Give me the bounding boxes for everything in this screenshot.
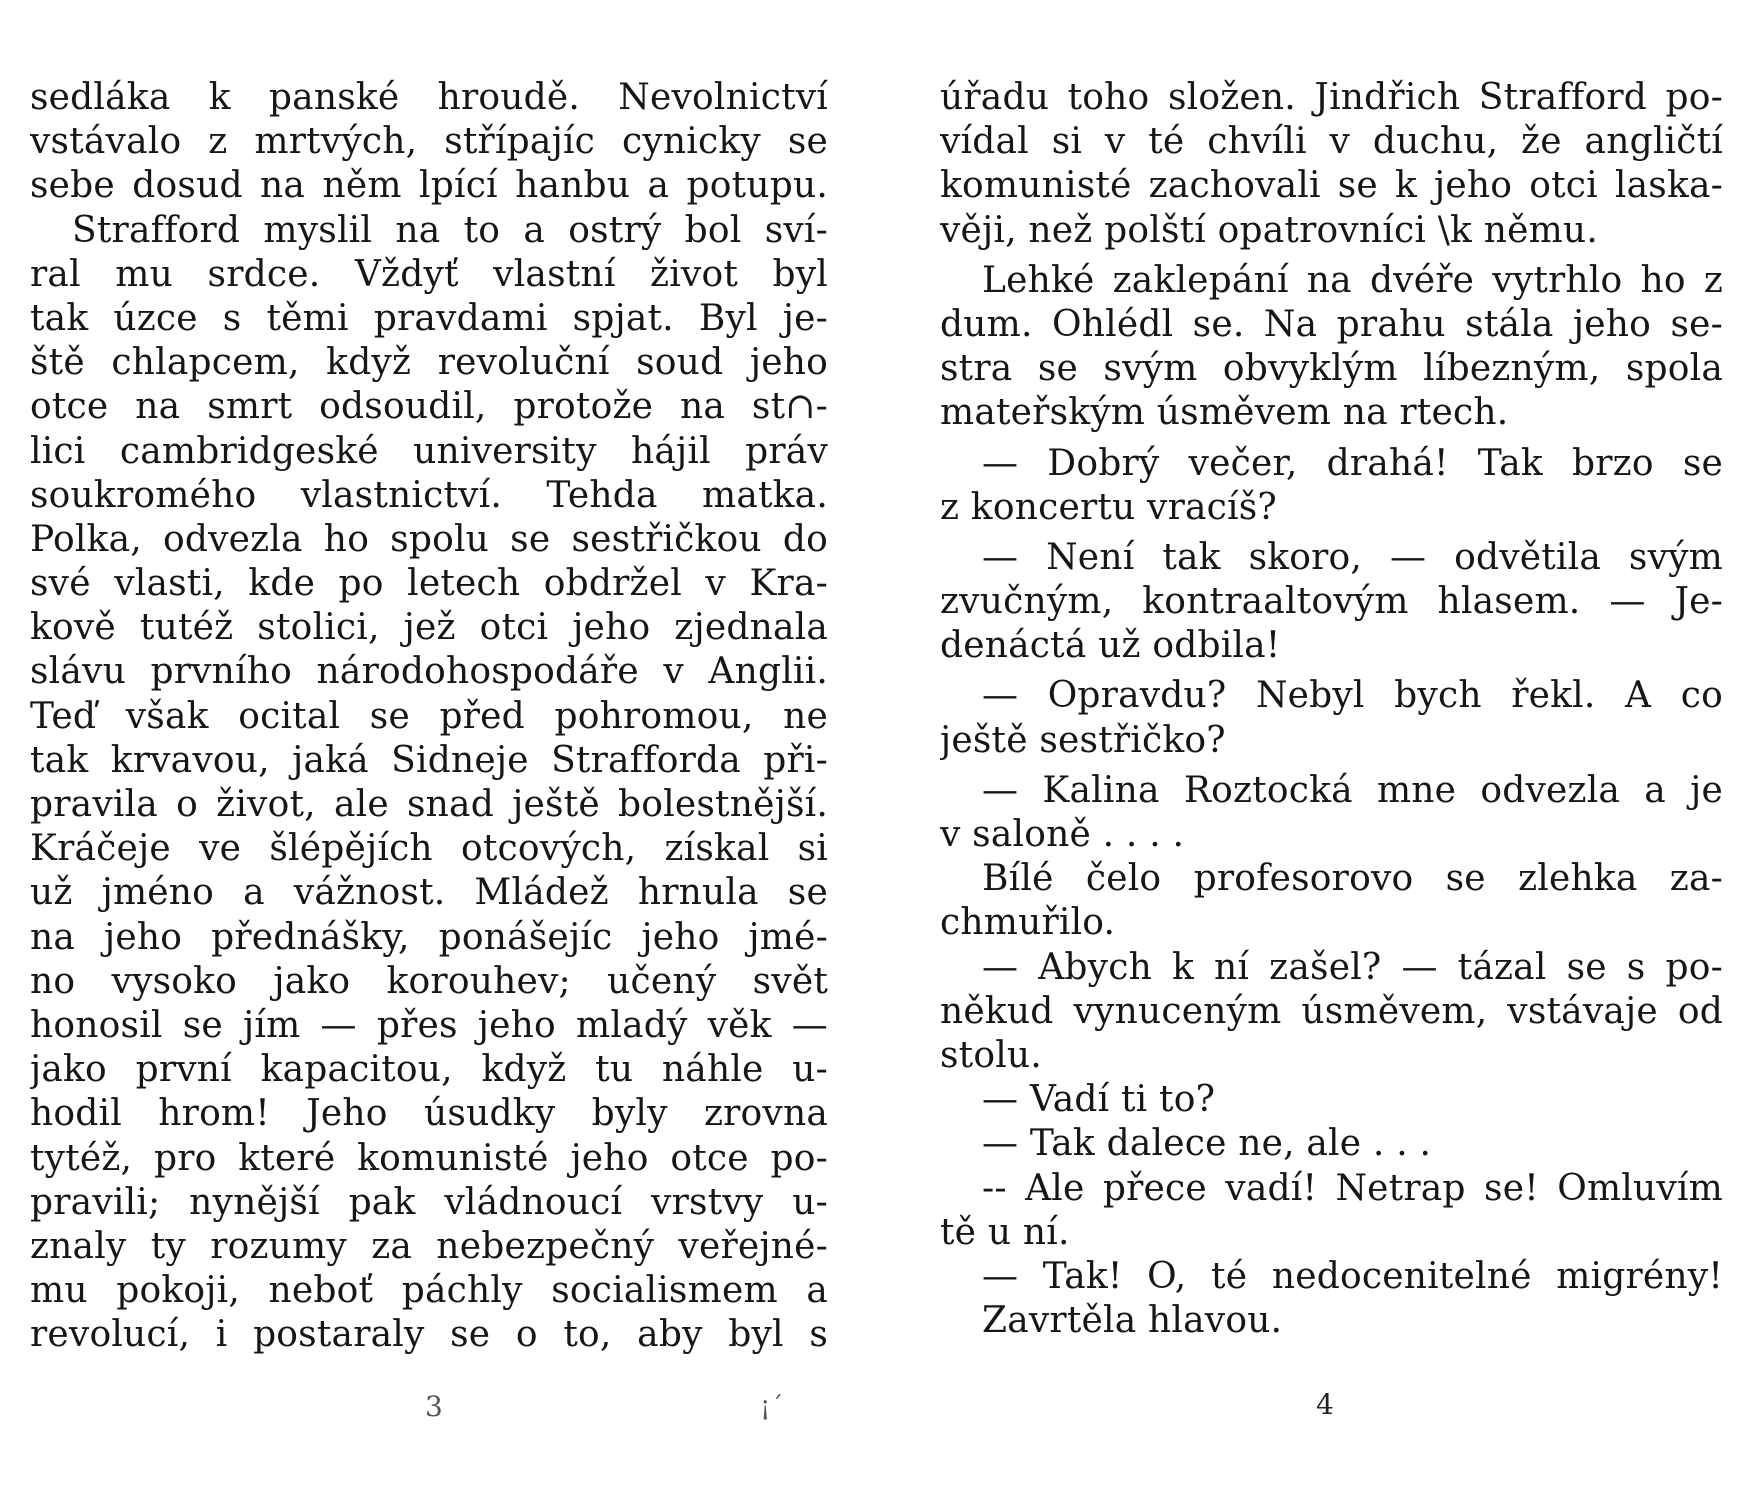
text-line: honosil se jím — přes jeho mladý věk — [30, 1004, 828, 1046]
text-line: tak úzce s těmi pravdami spjat. Byl je- [30, 297, 828, 339]
text-line: vídal si v té chvíli v duchu, že angličtí [940, 121, 1723, 163]
text-line: revolucí, i postaraly se o to, aby byl s [30, 1314, 828, 1356]
dialogue-line: — Není tak skoro, — odvětila svým [982, 536, 1723, 578]
text-line: kově tutéž stolici, jež otci jeho zjednala [30, 607, 828, 649]
paragraph-start-line: Strafford myslil na to a ostrý bol sví- [72, 209, 828, 251]
text-line: ještě sestřičko? [940, 719, 1226, 761]
text-line: ště chlapcem, když revoluční soud jeho [30, 342, 828, 384]
text-line: lici cambridgeské university hájil práv [30, 430, 828, 472]
page-number-left: 3 [425, 1390, 443, 1423]
dialogue-line: — Tak! O, té nedocenitelné migrény! [982, 1255, 1723, 1297]
text-line: pravili; nynější pak vládnoucí vrstvy u- [30, 1181, 828, 1223]
text-line: mateřským úsměvem na rtech. [940, 392, 1509, 434]
text-line: sedláka k panské hroudě. Nevolnictví [30, 77, 828, 118]
page-number-right: 4 [1316, 1388, 1334, 1421]
text-line: ral mu srdce. Vždyť vlastní život byl [30, 253, 828, 295]
text-line: sebe dosud na něm lpící hanbu a potupu. [30, 165, 828, 207]
text-line: stra se svým obvyklým líbezným, spola [940, 348, 1723, 390]
dialogue-line: — Vadí ti to? [982, 1079, 1216, 1121]
text-line: už jméno a vážnost. Mládež hrnula se [30, 872, 828, 914]
text-line: stolu. [940, 1034, 1042, 1076]
stray-print-mark: ¡ˊ [760, 1392, 784, 1422]
text-line: dum. Ohlédl se. Na prahu stála jeho se- [940, 303, 1723, 345]
text-line: hodil hrom! Jeho úsudky byly zrovna [30, 1093, 828, 1135]
text-line: své vlasti, kde po letech obdržel v Kra- [30, 563, 828, 605]
text-line: někud vynuceným úsměvem, vstávaje od [940, 990, 1723, 1032]
left-page-text [30, 76, 828, 1357]
text-line: jako první kapacitou, když tu náhle u- [30, 1049, 828, 1091]
text-line: znaly ty rozumy za nebezpečný veřejné- [30, 1225, 828, 1267]
text-line: Teď však ocital se před pohromou, ne [30, 695, 828, 737]
dialogue-line: -- Ale přece vadí! Netrap se! Omluvím [982, 1167, 1723, 1209]
text-line: Kráčeje ve šlépějích otcových, získal si [30, 828, 828, 870]
text-line: tak krvavou, jaká Sidneje Strafforda při- [30, 739, 828, 781]
dialogue-line: — Tak dalece ne, ale . . . [982, 1123, 1432, 1165]
text-line: v saloně . . . . [940, 814, 1185, 855]
paragraph-start-line: Lehké zaklepání na dvéře vytrhlo ho z [982, 259, 1723, 301]
text-line: chmuřilo. [940, 902, 1116, 944]
dialogue-line: — Kalina Roztocká mne odvezla a je [982, 769, 1723, 811]
dialogue-line: — Abych k ní zašel? — tázal se s po- [982, 946, 1723, 988]
text-line: pravila o život, ale snad ještě bolestnější. [30, 784, 828, 825]
text-line: vstávalo z mrtvých, střípajíc cynicky se [30, 121, 828, 163]
text-line: otce na smrt odsoudil, protože na st∩- [30, 386, 828, 428]
text-line: úřadu toho složen. Jindřich Strafford po- [940, 77, 1723, 118]
dialogue-line: — Opravdu? Nebyl bych řekl. A co [982, 675, 1723, 717]
text-line: tytéž, pro které komunisté jeho otce po- [30, 1137, 828, 1179]
text-line: věji, než polští opatrovníci \k němu. [940, 209, 1598, 251]
text-line: na jeho přednášky, ponášejíc jeho jmé- [30, 916, 828, 958]
text-line: Polka, odvezla ho spolu se sestřičkou do [30, 518, 828, 560]
text-line: tě u ní. [940, 1211, 1070, 1253]
right-page-text [940, 76, 1723, 1343]
text-line: soukromého vlastnictví. Tehda matka. [30, 474, 828, 516]
text-line: mu pokoji, neboť páchly socialismem a [30, 1270, 828, 1312]
text-line: Zavrtěla hlavou. [982, 1300, 1283, 1342]
text-line: z koncertu vracíš? [940, 486, 1277, 528]
dialogue-line: — Dobrý večer, drahá! Tak brzo se [982, 442, 1723, 484]
text-line: no vysoko jako korouhev; učený svět [30, 960, 828, 1002]
text-line: zvučným, kontraaltovým hlasem. — Je- [940, 581, 1723, 623]
text-line: slávu prvního národohospodáře v Anglii. [30, 651, 828, 693]
text-line: denáctá už odbila! [940, 625, 1281, 667]
paragraph-start-line: Bílé čelo profesorovo se zlehka za- [982, 858, 1723, 900]
text-line: komunisté zachovali se k jeho otci laska- [940, 165, 1723, 207]
